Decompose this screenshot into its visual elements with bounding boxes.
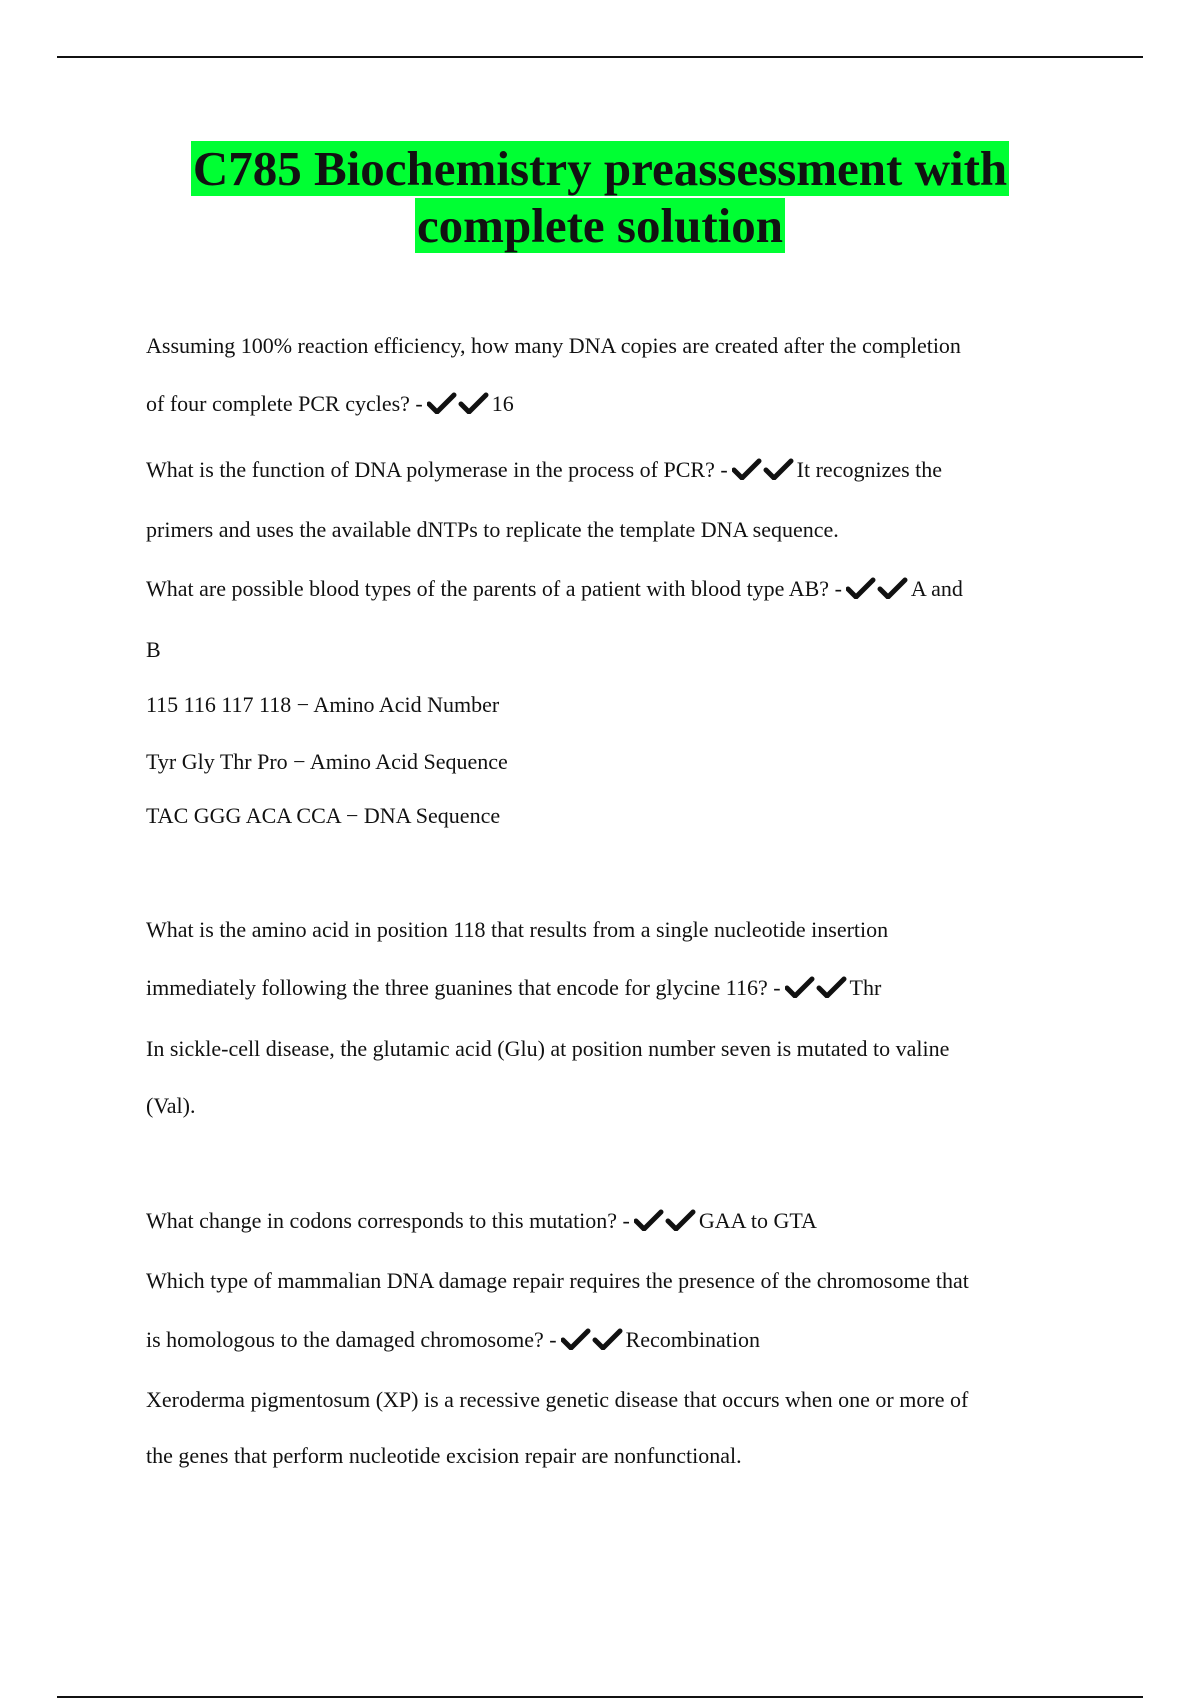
double-check-mark-icon: [846, 577, 908, 599]
answer-6: Recombination: [625, 1327, 761, 1352]
answer-2-part-1: It recognizes the: [796, 457, 943, 482]
question-1-text: of four complete PCR cycles? -: [146, 391, 423, 416]
question-2-line-1: [146, 456, 942, 484]
header-rule: [57, 56, 1143, 58]
context-1-line-1: In sickle-cell disease, the glutamic acid (Glu) at position number seven is mutated to valine: [146, 1036, 950, 1061]
question-1-line-1: Assuming 100% reaction efficiency, how many DNA copies are created after the completion: [146, 333, 961, 358]
question-5-text: What change in codons corresponds to this mutation? -: [146, 1208, 630, 1233]
double-check-mark-icon: [427, 392, 489, 414]
dna-sequence-row: TAC GGG ACA CCA − DNA Sequence: [146, 803, 501, 828]
question-5-line-1: [146, 1207, 817, 1235]
document-title: [0, 140, 1200, 254]
question-6-line-1: Which type of mammalian DNA damage repair requires the presence of the chromosome that: [146, 1268, 969, 1293]
double-check-mark-icon: [634, 1209, 696, 1231]
title-line-1: C785 Biochemistry preassessment with: [192, 141, 1008, 196]
footer-rule: [57, 1696, 1143, 1698]
amino-acid-sequence-row: Tyr Gly Thr Pro − Amino Acid Sequence: [146, 749, 508, 774]
context-1-line-2: (Val).: [146, 1093, 196, 1118]
answer-2-part-2: primers and uses the available dNTPs to replicate the template DNA sequence.: [146, 517, 839, 542]
answer-3-part-1: A and: [910, 576, 963, 601]
question-4-line-2: [146, 974, 881, 1002]
amino-acid-number-row: 115 116 117 118 − Amino Acid Number: [146, 692, 500, 717]
answer-4: Thr: [849, 975, 882, 1000]
question-6-line-2: [146, 1326, 760, 1354]
question-4-text: immediately following the three guanines that encode for glycine 116? -: [146, 975, 781, 1000]
question-3-line-1: [146, 575, 963, 603]
context-2-line-1: Xeroderma pigmentosum (XP) is a recessive genetic disease that occurs when one or more of: [146, 1387, 969, 1412]
answer-5: GAA to GTA: [698, 1208, 817, 1233]
question-1-line-2: [146, 390, 514, 418]
title-line-2: complete solution: [416, 198, 784, 253]
double-check-mark-icon: [785, 976, 847, 998]
double-check-mark-icon: [561, 1328, 623, 1350]
question-3-text: What are possible blood types of the parents of a patient with blood type AB? -: [146, 576, 842, 601]
question-4-line-1: What is the amino acid in position 118 that results from a single nucleotide insertion: [146, 917, 889, 942]
answer-1: 16: [491, 391, 514, 416]
answer-3-part-2: B: [146, 637, 161, 662]
context-2-line-2: the genes that perform nucleotide excision repair are nonfunctional.: [146, 1443, 742, 1468]
question-2-text: What is the function of DNA polymerase in the process of PCR? -: [146, 457, 728, 482]
double-check-mark-icon: [732, 458, 794, 480]
question-6-text: is homologous to the damaged chromosome? -: [146, 1327, 557, 1352]
